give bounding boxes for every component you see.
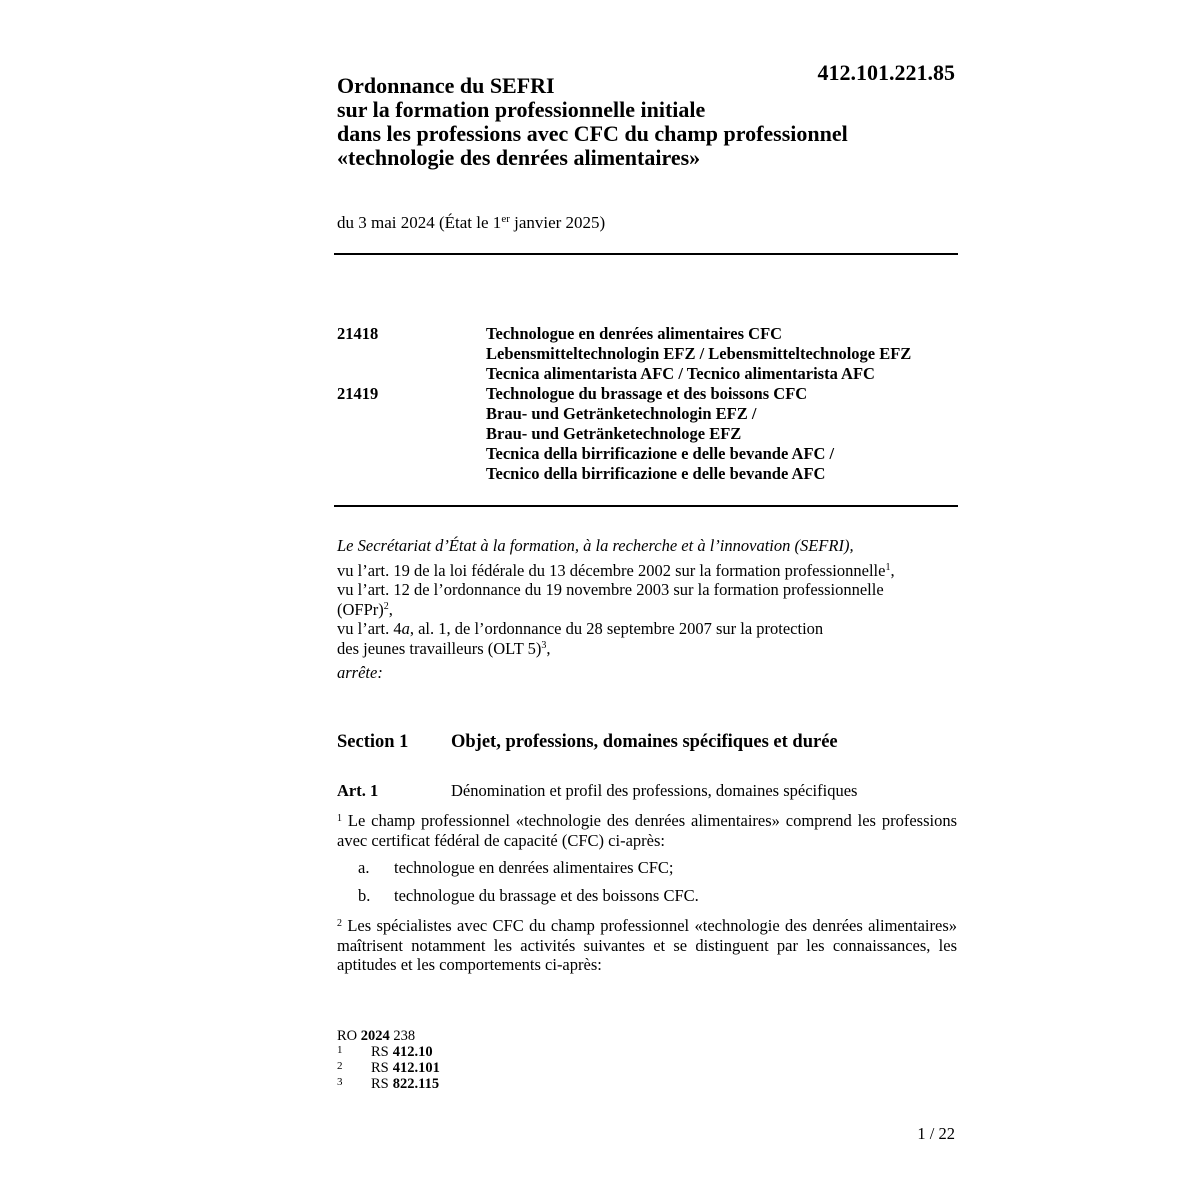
title-line: sur la formation professionnelle initiale [337,97,706,122]
profession-name: Technologue du brassage et des boissons CFC [486,384,808,403]
profession-name: Technologue en denrées alimentaires CFC [486,324,783,343]
footnote-link[interactable]: 822.115 [392,1076,440,1092]
footnote-number: 3 [337,1076,343,1088]
list-item [358,886,699,906]
footnote-link[interactable]: 412.10 [392,1044,433,1060]
section-heading [337,730,838,754]
section-label: Section 1 [337,732,409,752]
arrete: arrête: [337,663,383,682]
sr-number: 412.101.221.85 [817,60,955,85]
footnote-ref[interactable]: 1 [885,561,891,573]
article-paragraph-2 [337,916,957,975]
preamble-text: (OFPr) [337,599,384,619]
profession-code: 21418 [337,324,379,343]
footnote-prefix: RS [371,1044,389,1060]
profession-name: Brau- und Getränketechnologin EFZ / [486,404,757,423]
preamble-italic: a [401,619,410,638]
date-prefix: du 3 mai 2024 (État le 1 [337,213,502,232]
date-line [337,212,605,234]
paragraph-number: 1 [337,813,342,824]
footnote [337,1060,440,1076]
profession-name: Tecnico della birrificazione e delle bevande AFC [486,464,826,483]
footnote [337,1076,440,1092]
footnotes [337,1028,440,1092]
footnote-prefix: RS [371,1076,389,1092]
issuing-authority: Le Secrétariat d’État à la formation, à la recherche et à l’innovation (SEFRI), [337,536,854,555]
list-item [358,858,674,878]
footnote [337,1044,440,1060]
profession-name: Tecnica della birrificazione e delle bevande AFC / [486,444,835,463]
footnote-number: 1 [337,1044,343,1056]
preamble-text: vu l’art. 19 de la loi fédérale du 13 décembre 2002 sur la formation professionnelle [337,560,886,580]
preamble [337,536,962,683]
title-line: dans les professions avec CFC du champ professionnel [337,121,848,146]
profession-code: 21419 [337,384,379,403]
article-paragraph-1 [337,811,957,850]
document-title [337,74,977,170]
professions-table [337,324,967,484]
article-heading [337,781,857,801]
preamble-text: vu l’art. 4 [337,619,402,638]
page-number: 1 / 22 [917,1124,955,1143]
divider-bottom [334,505,958,507]
list-letter: b. [358,886,371,905]
preamble-punct: , [388,599,393,619]
preamble-text: , al. 1, de l’ordonnance du 28 septembre 2007 sur la protection [409,619,824,638]
ro-prefix: RO [337,1028,361,1044]
preamble-line [337,639,962,659]
ro-page: 238 [389,1028,416,1044]
list-letter: a. [358,858,370,877]
footnote-ref[interactable]: 3 [541,639,547,651]
paragraph-text: Le champ professionnel «technologie des denrées alimentaires» comprend les professions avec certificat fédéral de capacité (CFC) ci-après: [337,811,957,850]
preamble-text: des jeunes travailleurs (OLT 5) [337,638,542,658]
ro-year: 2024 [360,1028,390,1044]
profession-name: Brau- und Getränketechnologe EFZ [486,424,742,443]
footnote-ref[interactable]: 2 [383,600,389,612]
profession-names [486,324,911,384]
footnote-link[interactable]: 412.101 [392,1060,440,1076]
title-line: «technologie des denrées alimentaires» [337,145,701,170]
section-title: Objet, professions, domaines spécifiques et durée [451,732,838,752]
preamble-line: vu l’art. 12 de l’ordonnance du 19 novembre 2003 sur la formation professionnelle [337,580,884,599]
paragraph-number: 2 [337,918,342,929]
preamble-line [337,619,962,639]
footnote-number: 2 [337,1060,343,1072]
article-label: Art. 1 [337,781,379,800]
preamble-punct: , [546,638,551,658]
list-text: technologue en denrées alimentaires CFC; [394,858,674,877]
list-text: technologue du brassage et des boissons CFC. [394,886,699,905]
article-title: Dénomination et profil des professions, domaines spécifiques [451,781,858,800]
paragraph-text: Les spécialistes avec CFC du champ professionnel «technologie des denrées alimentaires» maîtrisent notamment les activités suivantes et se distinguent par les connaissances, les aptitudes et les comportements ci-après: [337,916,957,974]
profession-name: Lebensmitteltechnologin EFZ / Lebensmitteltechnologe EFZ [486,344,912,363]
date-superscript: er [501,213,510,225]
preamble-line [337,600,962,620]
footnote-prefix: RS [371,1060,389,1076]
profession-row [337,324,967,384]
date-suffix: janvier 2025) [509,213,606,232]
profession-row [337,384,967,484]
title-line: Ordonnance du SEFRI [337,73,555,98]
divider-top [334,253,958,255]
profession-name: Tecnica alimentarista AFC / Tecnico alimentarista AFC [486,364,875,383]
profession-names [486,384,834,484]
preamble-punct: , [890,560,895,580]
preamble-line [337,561,962,581]
ro-reference [337,1028,440,1044]
